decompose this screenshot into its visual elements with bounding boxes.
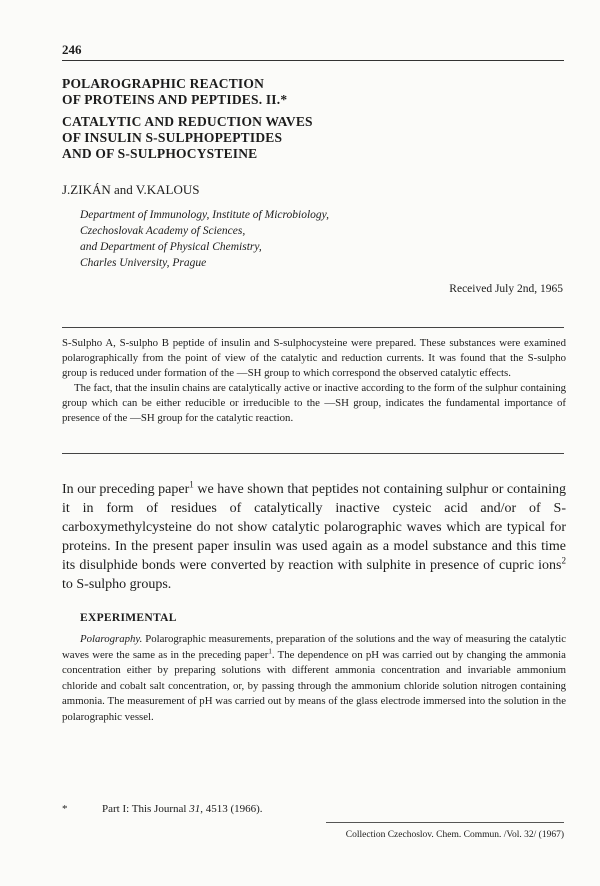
affiliation-line-3: and Department of Physical Chemistry, [80, 241, 262, 253]
intro-paragraph [62, 480, 566, 594]
journal-citation: Collection Czechoslov. Chem. Commun. /Vol. 32/ (1967) [345, 830, 564, 840]
authors: J.ZIKÁN and V.KALOUS [62, 182, 200, 197]
experimental-paragraph [62, 632, 566, 725]
reference-mark: 1 [189, 479, 194, 490]
experimental-section [62, 632, 566, 725]
title-line-5: AND OF S-SULPHOCYSTEINE [62, 146, 258, 161]
affiliation-line-2: Czechoslovak Academy of Sciences, [80, 225, 246, 237]
affiliation-line-4: Charles University, Prague [80, 257, 207, 269]
abstract-bottom-rule [62, 453, 564, 454]
abstract-paragraph-2: The fact, that the insulin chains are catalytically active or inactive according to the form of the sulphur containing group which can be either reducible or irreducible to the —SH group, indicates the fundamental importance of presence of the —SH group for the catalytic reaction. [62, 382, 566, 424]
received-date: Received July 2nd, 1965 [449, 283, 563, 295]
footnote [62, 803, 263, 815]
experimental-text-2: . The dependence on pH was carried out by changing the ammonia concentration either by preparing solutions with different ammonia concentration and invariable ammonium chloride and cobalt salt concentration, or, by passing through the ammonium chloride solution nitrogen containing ammonia. The measurement of pH was carried out by means of the glass electrode immersed into the solution in the polarographic vessel. [62, 648, 566, 723]
footnote-text-end: , 4513 (1966). [200, 803, 263, 815]
reference-mark: 2 [561, 555, 566, 566]
abstract-paragraph-1: S-Sulpho A, S-sulpho B peptide of insulin and S-sulphocysteine were prepared. These substances were examined polarographically from the point of view of the catalytic and reduction currents. It was found that the S-sulpho group is reduced under formation of the —SH group to which correspond the observed catalytic effects. [62, 337, 566, 379]
intro-text-2: we have shown that peptides not containing sulphur or containing it in form of residues of catalytically inactive cysteic acid and/or of S-carboxymethylcysteine do not show catalytic polarographic waves which are typical for proteins. In the present paper insulin was used again as a model substance and this time its disulphide bonds were converted by reaction with sulphite in presence of cupric ions [62, 482, 566, 573]
header-rule [62, 60, 564, 61]
intro-text-1: In our preceding paper [62, 482, 190, 497]
footnote-volume: 31 [189, 803, 201, 815]
introduction [62, 480, 566, 594]
section-heading-experimental: EXPERIMENTAL [80, 612, 177, 624]
title-line-1: POLAROGRAPHIC REACTION [62, 76, 265, 91]
article-title [62, 76, 502, 162]
footnote-marker: * [62, 803, 68, 815]
affiliation-line-1: Department of Immunology, Institute of Microbiology, [80, 209, 330, 221]
footnote-text: Part I: This Journal [102, 803, 190, 815]
affiliation [80, 207, 329, 271]
title-line-4: OF INSULIN S-SULPHOPEPTIDES [62, 130, 283, 145]
abstract-top-rule [62, 327, 564, 328]
footer-rule [326, 822, 564, 823]
experimental-text-1: Polarographic measurements, preparation of the solutions and the way of measuring the catalytic waves were the same as in the preceding paper [62, 633, 566, 661]
page-number: 246 [62, 42, 82, 57]
title-line-2: OF PROTEINS AND PEPTIDES. II.* [62, 92, 288, 107]
intro-text-3: to S-sulpho groups. [62, 577, 172, 592]
abstract [62, 336, 566, 426]
title-line-3: CATALYTIC AND REDUCTION WAVES [62, 114, 313, 129]
paragraph-lead: Polarography. [80, 633, 143, 645]
reference-mark: 1 [268, 646, 272, 655]
